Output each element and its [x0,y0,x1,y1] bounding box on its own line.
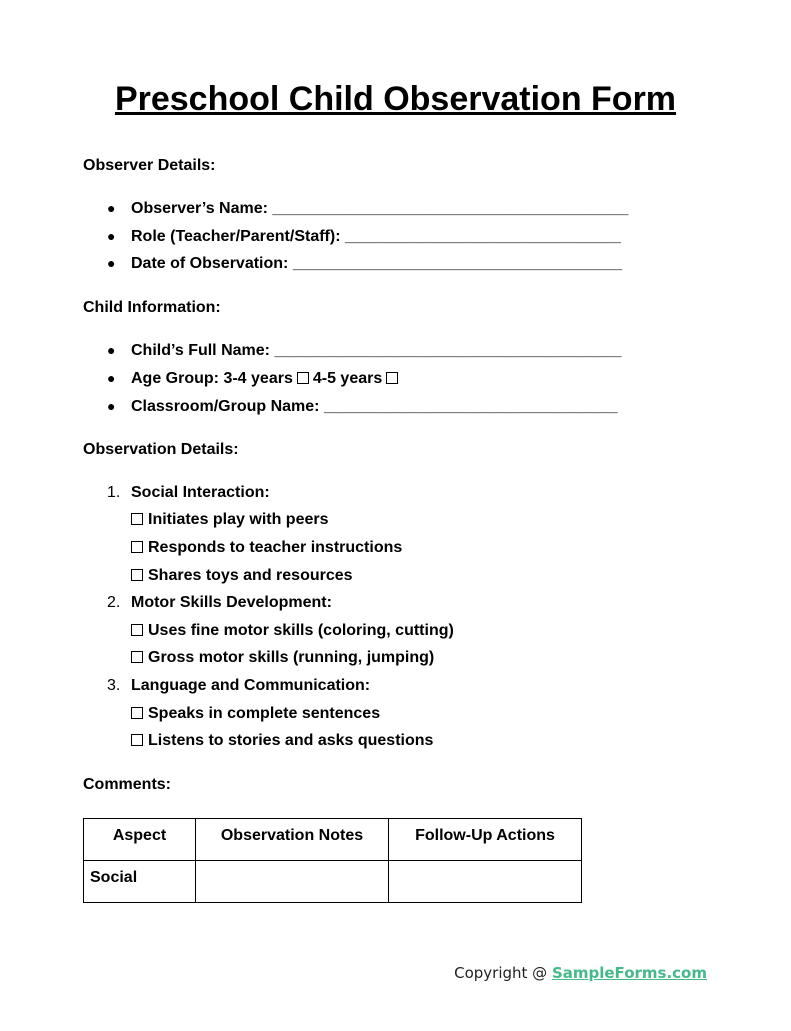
child-name-label: Child’s Full Name: [131,342,270,359]
comments-table [83,818,582,903]
notes-cell[interactable] [196,861,389,903]
section-title: Language and Communication: [131,677,371,694]
checklist-item [131,622,454,640]
table-row [84,861,582,903]
age-4-5-checkbox[interactable] [386,372,398,384]
checkbox[interactable] [131,624,143,636]
copyright-notice [454,964,707,982]
sampleforms-link[interactable]: SampleForms.com [551,964,707,982]
date-field[interactable]: _____________________________________ [292,255,623,272]
date-label: Date of Observation: [131,255,289,272]
column-header-aspect: Aspect [84,819,196,861]
section-number: 3. [107,677,121,694]
checkbox[interactable] [131,541,143,553]
checklist-item [131,539,402,557]
checklist-item-label: Listens to stories and asks questions [148,732,434,749]
checklist-item-label: Initiates play with peers [148,511,329,528]
checklist-item-label: Uses fine motor skills (coloring, cutting) [148,622,454,639]
age-3-4-checkbox[interactable] [297,372,309,384]
section-title: Social Interaction: [131,484,270,501]
age-option-3-4-label: 3-4 years [223,370,293,387]
section-number: 1. [107,484,121,501]
checklist-item [131,511,329,529]
checklist-item [131,567,353,585]
checklist-item [131,705,380,723]
checklist-item [131,732,433,750]
copyright-text: Copyright @ [454,964,552,982]
checkbox[interactable] [131,707,143,719]
child-name-field[interactable]: _______________________________________ [274,342,622,359]
section-number: 2. [107,594,121,611]
bullet-icon: ● [107,342,116,358]
bullet-icon: ● [107,255,116,271]
followup-cell[interactable] [389,861,582,903]
observation-details-heading: Observation Details: [83,441,239,458]
observer-name-field[interactable]: ________________________________________ [272,200,629,217]
checklist-item-label: Gross motor skills (running, jumping) [148,649,435,666]
checklist-item-label: Shares toys and resources [148,567,353,584]
classroom-field[interactable]: _________________________________ [323,398,618,415]
form-title: Preschool Child Observation Form [114,80,677,118]
age-group-label: Age Group: [131,370,219,387]
role-field[interactable]: _______________________________ [344,228,621,245]
role-label: Role (Teacher/Parent/Staff): [131,228,341,245]
bullet-icon: ● [107,398,116,414]
checklist-item [131,649,434,667]
checklist-item-label: Responds to teacher instructions [148,539,403,556]
checkbox[interactable] [131,569,143,581]
checklist-item-label: Speaks in complete sentences [148,705,381,722]
column-header-followup: Follow-Up Actions [389,819,582,861]
bullet-icon: ● [107,370,116,386]
table-header-row [84,819,582,861]
checkbox[interactable] [131,734,143,746]
classroom-label: Classroom/Group Name: [131,398,320,415]
bullet-icon: ● [107,228,116,244]
comments-heading: Comments: [83,776,172,793]
observer-name-label: Observer’s Name: [131,200,268,217]
age-option-4-5-label: 4-5 years [312,370,383,387]
checkbox[interactable] [131,513,143,525]
section-title: Motor Skills Development: [131,594,332,611]
child-info-heading: Child Information: [83,299,221,316]
column-header-notes: Observation Notes [196,819,389,861]
aspect-cell: Social [84,861,196,903]
observer-details-heading: Observer Details: [83,157,216,174]
bullet-icon: ● [107,200,116,216]
checkbox[interactable] [131,651,143,663]
